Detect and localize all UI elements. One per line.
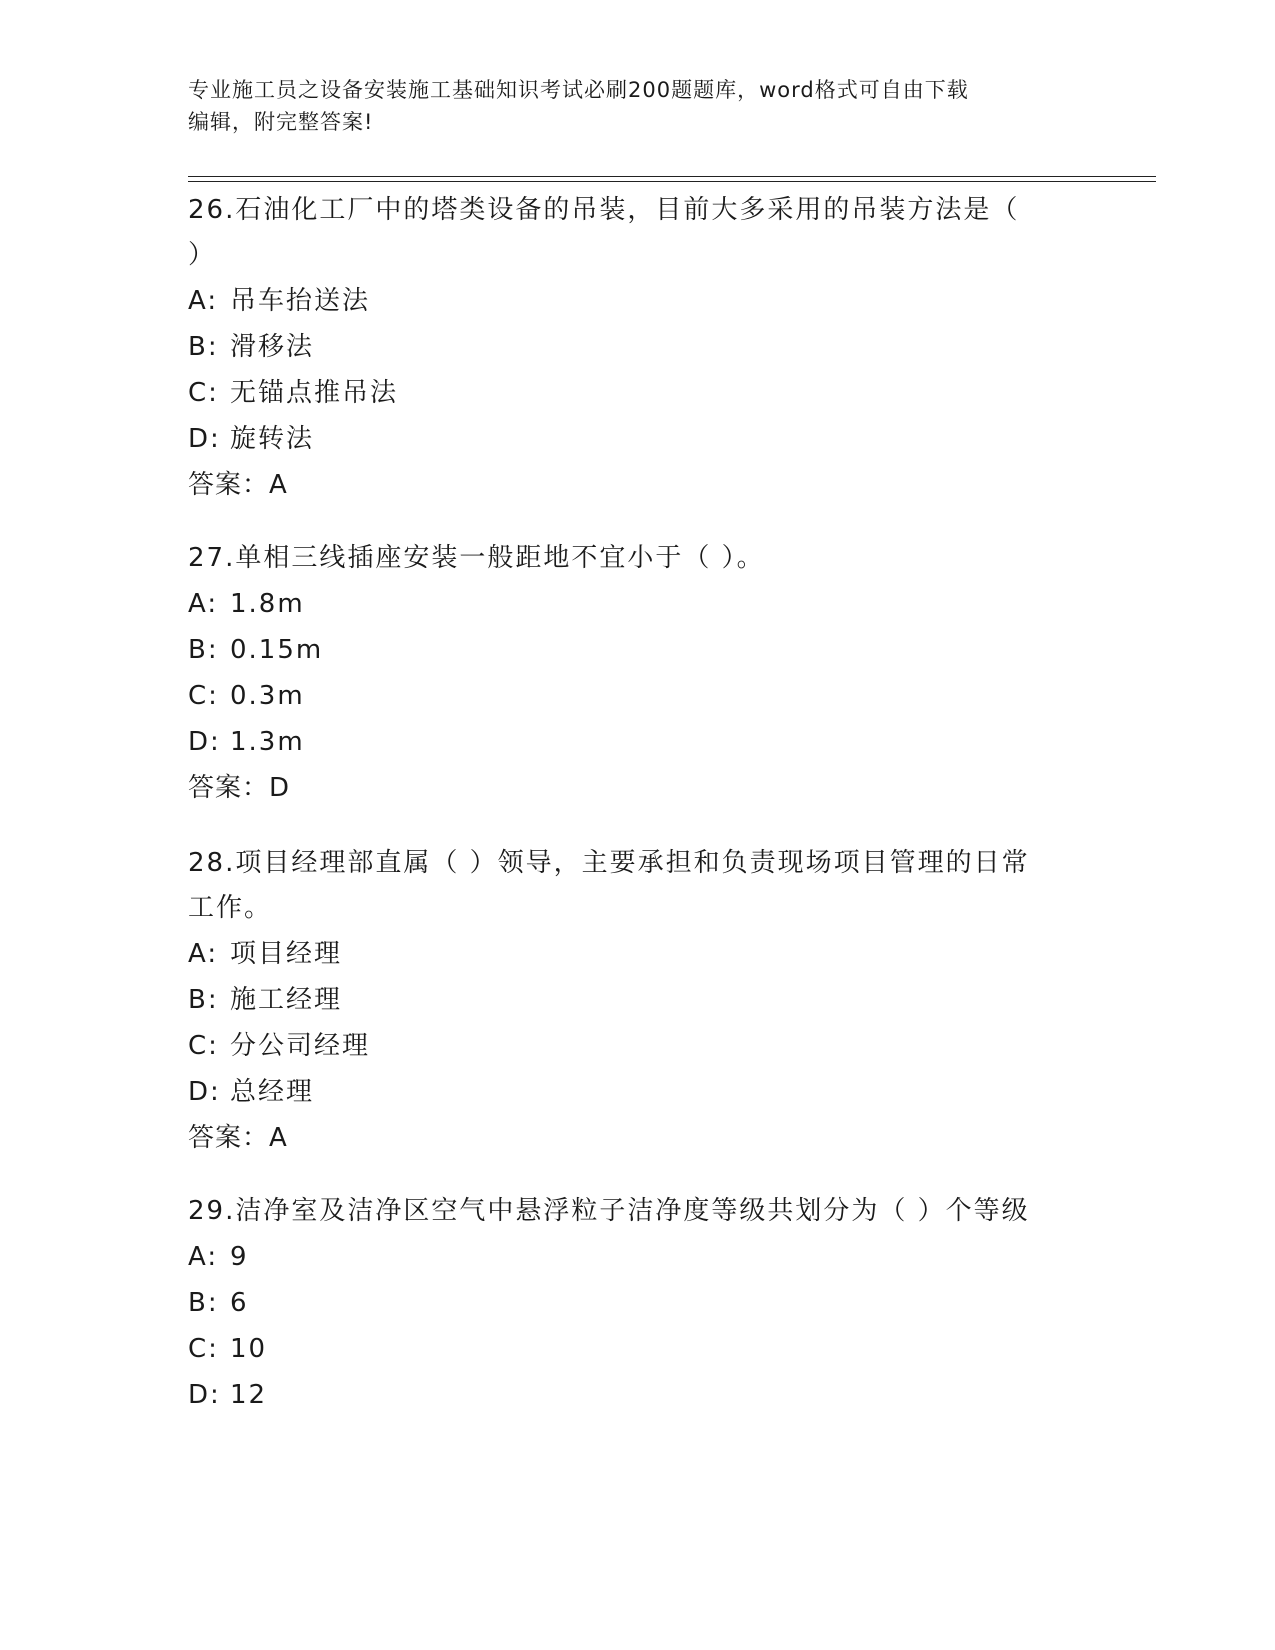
answer-value: A: [269, 470, 287, 500]
answer-value: A: [269, 1123, 287, 1153]
option-letter: B:: [188, 1288, 219, 1318]
option-text: 1.3m: [230, 727, 305, 757]
option-c: [188, 1023, 1088, 1069]
option-letter: B:: [188, 985, 219, 1015]
option-text: 总经理: [230, 1077, 315, 1107]
option-text: 10: [230, 1334, 268, 1364]
question-stem-line-1: 29.洁净室及洁净区空气中悬浮粒子洁净度等级共划分为（ ）个等级: [188, 1196, 1030, 1226]
option-a: [188, 931, 1088, 977]
option-text: 6: [230, 1288, 249, 1318]
option-letter: C:: [188, 1031, 219, 1061]
option-d: [188, 1069, 1088, 1115]
option-b: [188, 324, 1088, 370]
option-letter: A:: [188, 589, 219, 619]
header-rule-top: [188, 176, 1156, 177]
option-b: [188, 627, 1088, 673]
answer-line: [188, 765, 1088, 811]
option-text: 旋转法: [230, 424, 315, 454]
option-letter: D:: [188, 727, 221, 757]
answer-label: 答案：: [188, 1123, 270, 1153]
option-text: 项目经理: [230, 939, 343, 969]
option-d: [188, 719, 1088, 765]
option-text: 滑移法: [230, 332, 315, 362]
question-27: [188, 536, 1088, 811]
option-text: 1.8m: [230, 589, 305, 619]
question-stem-line-1: 27.单相三线插座安装一般距地不宜小于（ ）。: [188, 543, 765, 573]
answer-label: 答案：: [188, 773, 270, 803]
question-stem-line-1: 26.石油化工厂中的塔类设备的吊装，目前大多采用的吊装方法是（: [188, 195, 1020, 225]
answer-line: [188, 462, 1088, 508]
header-rule-bottom: [188, 181, 1156, 182]
option-letter: A:: [188, 1242, 219, 1272]
answer-label: 答案：: [188, 470, 270, 500]
option-a: [188, 278, 1088, 324]
option-letter: A:: [188, 286, 219, 316]
option-text: 12: [230, 1380, 268, 1410]
option-b: [188, 977, 1088, 1023]
option-text: 9: [230, 1242, 249, 1272]
answer-value: D: [269, 773, 290, 803]
option-d: [188, 416, 1088, 462]
option-text: 分公司经理: [230, 1031, 371, 1061]
option-text: 施工经理: [230, 985, 343, 1015]
option-letter: B:: [188, 332, 219, 362]
option-letter: A:: [188, 939, 219, 969]
question-stem-line-1: 28.项目经理部直属（ ）领导，主要承担和负责现场项目管理的日常: [188, 848, 1030, 878]
option-letter: D:: [188, 1077, 221, 1107]
option-letter: D:: [188, 424, 221, 454]
option-d: [188, 1372, 1088, 1418]
option-text: 0.15m: [230, 635, 324, 665]
document-header: [188, 74, 1078, 138]
option-a: [188, 1234, 1088, 1280]
header-line-2: 编辑，附完整答案!: [188, 110, 374, 134]
option-letter: C:: [188, 1334, 219, 1364]
option-letter: B:: [188, 635, 219, 665]
option-a: [188, 581, 1088, 627]
question-28: [188, 841, 1088, 1161]
question-29: [188, 1189, 1088, 1418]
option-text: 吊车抬送法: [230, 286, 371, 316]
option-letter: C:: [188, 378, 219, 408]
answer-line: [188, 1115, 1088, 1161]
option-c: [188, 673, 1088, 719]
question-stem-line-2: ）: [188, 240, 217, 270]
option-c: [188, 1326, 1088, 1372]
option-letter: D:: [188, 1380, 221, 1410]
option-text: 无锚点推吊法: [230, 378, 399, 408]
question-stem-line-2: 工作。: [188, 893, 273, 923]
option-b: [188, 1280, 1088, 1326]
question-26: [188, 188, 1088, 508]
header-line-1: 专业施工员之设备安装施工基础知识考试必刷200题题库，word格式可自由下载: [188, 78, 969, 102]
option-text: 0.3m: [230, 681, 305, 711]
option-letter: C:: [188, 681, 219, 711]
option-c: [188, 370, 1088, 416]
